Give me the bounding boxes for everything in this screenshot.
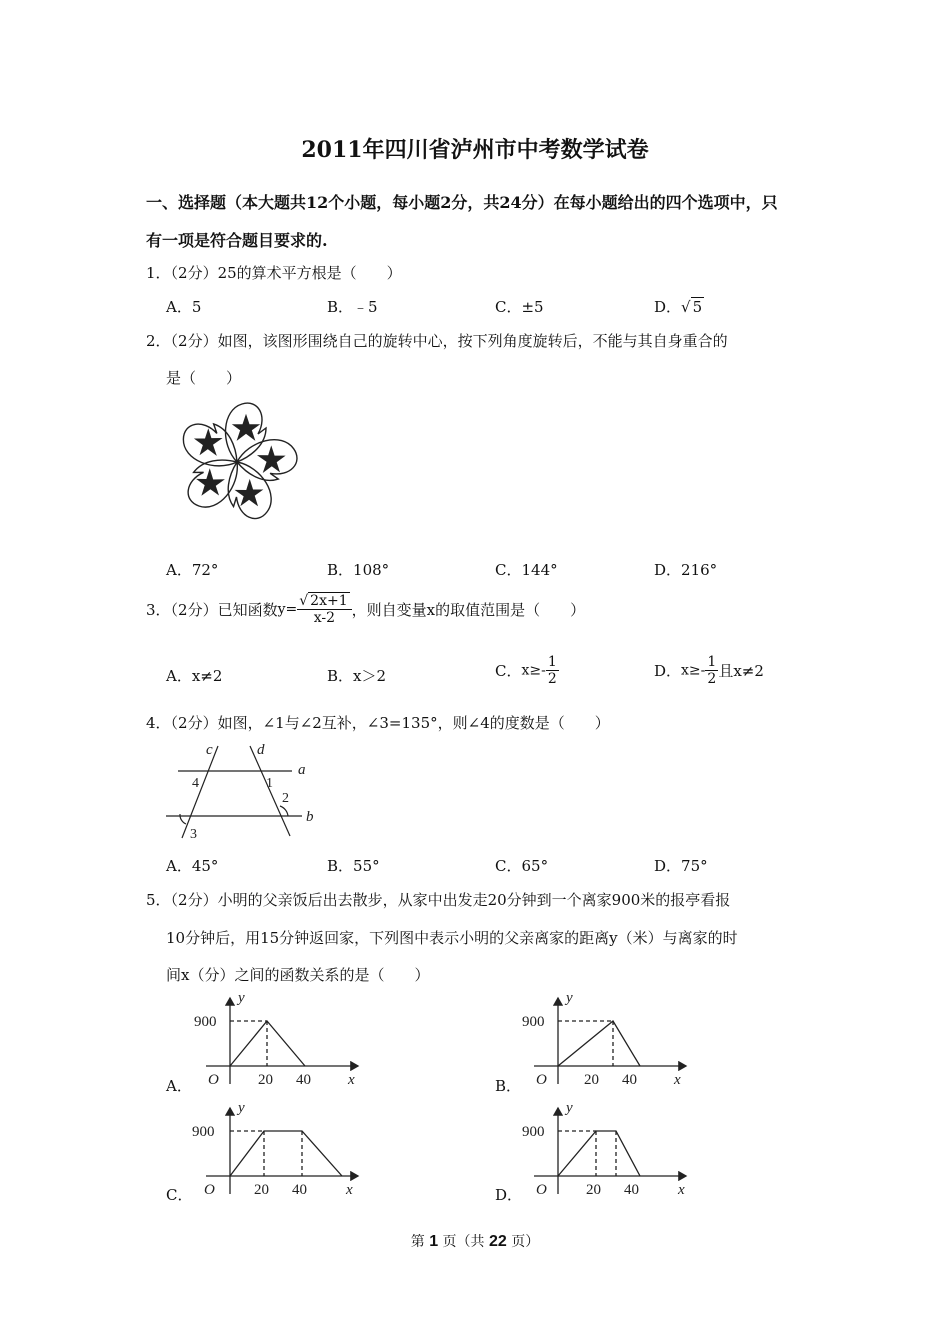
q3-stem-post: ，则自变量x的取值范围是（ ）: [351, 601, 586, 619]
q5-stem-line1: 5．（2分）小明的父亲饭后出去散步，从家中出发走20分钟到一个离家900米的报亭看报: [146, 891, 731, 909]
q3-option-c-relation: x≥-: [521, 662, 546, 679]
q5-graph-b: [516, 988, 696, 1090]
q2-option-c: C．144°: [495, 561, 558, 579]
label-b: b: [306, 809, 314, 825]
q3-option-c: [495, 654, 559, 687]
petal-1: [226, 403, 266, 462]
page-title: 2011年四川省泸州市中考数学试卷: [301, 137, 649, 163]
graph-d-x-label: x: [678, 1182, 685, 1198]
footer-post: 页）: [511, 1234, 540, 1250]
q3-option-c-numerator: 1: [547, 654, 557, 670]
q4-option-c: C．65°: [495, 857, 549, 875]
q1-option-b: B．﹣5: [327, 298, 378, 316]
graph-b-40: 40: [622, 1072, 637, 1088]
label-c: c: [206, 742, 213, 758]
q5-stem-line3: 间x（分）之间的函数关系的是（ ）: [166, 966, 430, 984]
q1-option-d: D．√ 5: [654, 298, 703, 316]
label-4: 4: [192, 776, 199, 791]
q3-function-denominator: x-2: [313, 610, 336, 626]
q2-flower-figure: [162, 396, 312, 528]
q4-option-a: A．45°: [166, 857, 219, 875]
q5-stem-line2: 10分钟后，用15分钟返回家，下列图中表示小明的父亲离家的距离y（米）与离家的时: [166, 929, 738, 947]
footer-mid: 页（共: [442, 1234, 485, 1250]
section-heading-line1: 一、选择题（本大题共12个小题，每小题2分，共24分）在每小题给出的四个选项中，只: [146, 193, 778, 212]
q3-option-d: [654, 654, 764, 687]
label-1: 1: [266, 776, 273, 791]
label-a: a: [298, 762, 306, 778]
graph-a-20: 20: [258, 1072, 273, 1088]
q5-graph-c: [188, 1098, 368, 1200]
footer-pre: 第: [410, 1234, 425, 1250]
graph-d-900: 900: [522, 1124, 545, 1140]
section-heading-line2: 有一项是符合题目要求的.: [146, 231, 328, 250]
line-c: [182, 746, 218, 838]
graph-d-20: 20: [586, 1182, 601, 1198]
graph-b-900: 900: [522, 1014, 545, 1030]
graph-a-900: 900: [194, 1014, 217, 1030]
q2-option-a: A．72°: [166, 561, 219, 579]
label-3: 3: [190, 827, 197, 842]
graph-c-40: 40: [292, 1182, 307, 1198]
petal-2: [233, 433, 302, 490]
graph-c-y-label: y: [238, 1100, 245, 1116]
q3-stem: [146, 593, 585, 626]
q3-function-fraction: $\frac{√ 2x+1}{x-2}$: [297, 593, 351, 626]
graph-b-x-label: x: [674, 1072, 681, 1088]
q5-option-c-label: C．: [166, 1186, 193, 1204]
q3-option-d-suffix: 且x≠2: [718, 662, 764, 680]
graph-b-line: [558, 1021, 640, 1066]
graph-c-line: [230, 1131, 342, 1176]
q1-option-d-label: D．: [654, 298, 682, 316]
label-d: d: [257, 742, 265, 758]
q3-option-d-denominator: 2: [707, 671, 717, 687]
graph-c-x-label: x: [346, 1182, 353, 1198]
q1-stem: 1．（2分）25的算术平方根是（ ）: [146, 264, 402, 282]
label-2: 2: [282, 791, 289, 806]
q3-option-d-numerator: 1: [707, 654, 717, 670]
graph-a-x-label: x: [348, 1072, 355, 1088]
q2-stem-line2: 是（ ）: [166, 369, 242, 387]
q4-option-b: B．55°: [327, 857, 380, 875]
graph-d-y-label: y: [566, 1100, 573, 1116]
q3-option-a: A．x≠2: [166, 667, 223, 685]
q4-stem: 4．（2分）如图，∠1与∠2互补，∠3=135°，则∠4的度数是（ ）: [146, 714, 610, 732]
q3-option-d-relation: x≥-: [681, 662, 706, 679]
q4-parallel-lines-figure: [160, 738, 330, 846]
graph-b-y-label: y: [566, 990, 573, 1006]
graph-a-40: 40: [296, 1072, 311, 1088]
page-footer: [0, 1231, 950, 1251]
graph-d-40: 40: [624, 1182, 639, 1198]
q5-option-a-label: A．: [166, 1077, 192, 1095]
q3-option-b: B．x＞2: [327, 667, 387, 685]
graph-c-origin: O: [204, 1182, 215, 1198]
q1-option-d-radicand: 5: [692, 298, 703, 316]
q3-stem-pre: 3．（2分）已知函数: [146, 601, 278, 619]
footer-page-number: 1: [429, 1233, 439, 1250]
graph-c-20: 20: [254, 1182, 269, 1198]
q3-function-y: y=: [277, 601, 298, 618]
q2-option-b: B．108°: [327, 561, 390, 579]
q3-option-d-label: D．: [654, 662, 682, 680]
graph-b-20: 20: [584, 1072, 599, 1088]
q5-graph-d: [516, 1098, 696, 1200]
graph-d-line: [558, 1131, 640, 1176]
footer-total-pages: 22: [489, 1233, 507, 1250]
graph-a-y-label: y: [238, 990, 245, 1006]
q3-option-c-denominator: 2: [547, 671, 557, 687]
graph-d-origin: O: [536, 1182, 547, 1198]
q5-graph-a: [188, 988, 368, 1090]
graph-a-origin: O: [208, 1072, 219, 1088]
q3-option-c-label: C．: [495, 662, 522, 680]
q2-stem-line1: 2．（2分）如图，该图形围绕自己的旋转中心，按下列角度旋转后，不能与其自身重合的: [146, 332, 728, 350]
q5-option-b-label: B．: [495, 1077, 522, 1095]
q2-option-d: D．216°: [654, 561, 718, 579]
q4-option-d: D．75°: [654, 857, 708, 875]
graph-c-900: 900: [192, 1124, 215, 1140]
q1-option-c: C．±5: [495, 298, 544, 316]
q3-function-numerator: 2x+1: [310, 593, 348, 609]
graph-b-origin: O: [536, 1072, 547, 1088]
q1-option-a: A．5: [166, 298, 202, 316]
q5-option-d-label: D．: [495, 1186, 523, 1204]
